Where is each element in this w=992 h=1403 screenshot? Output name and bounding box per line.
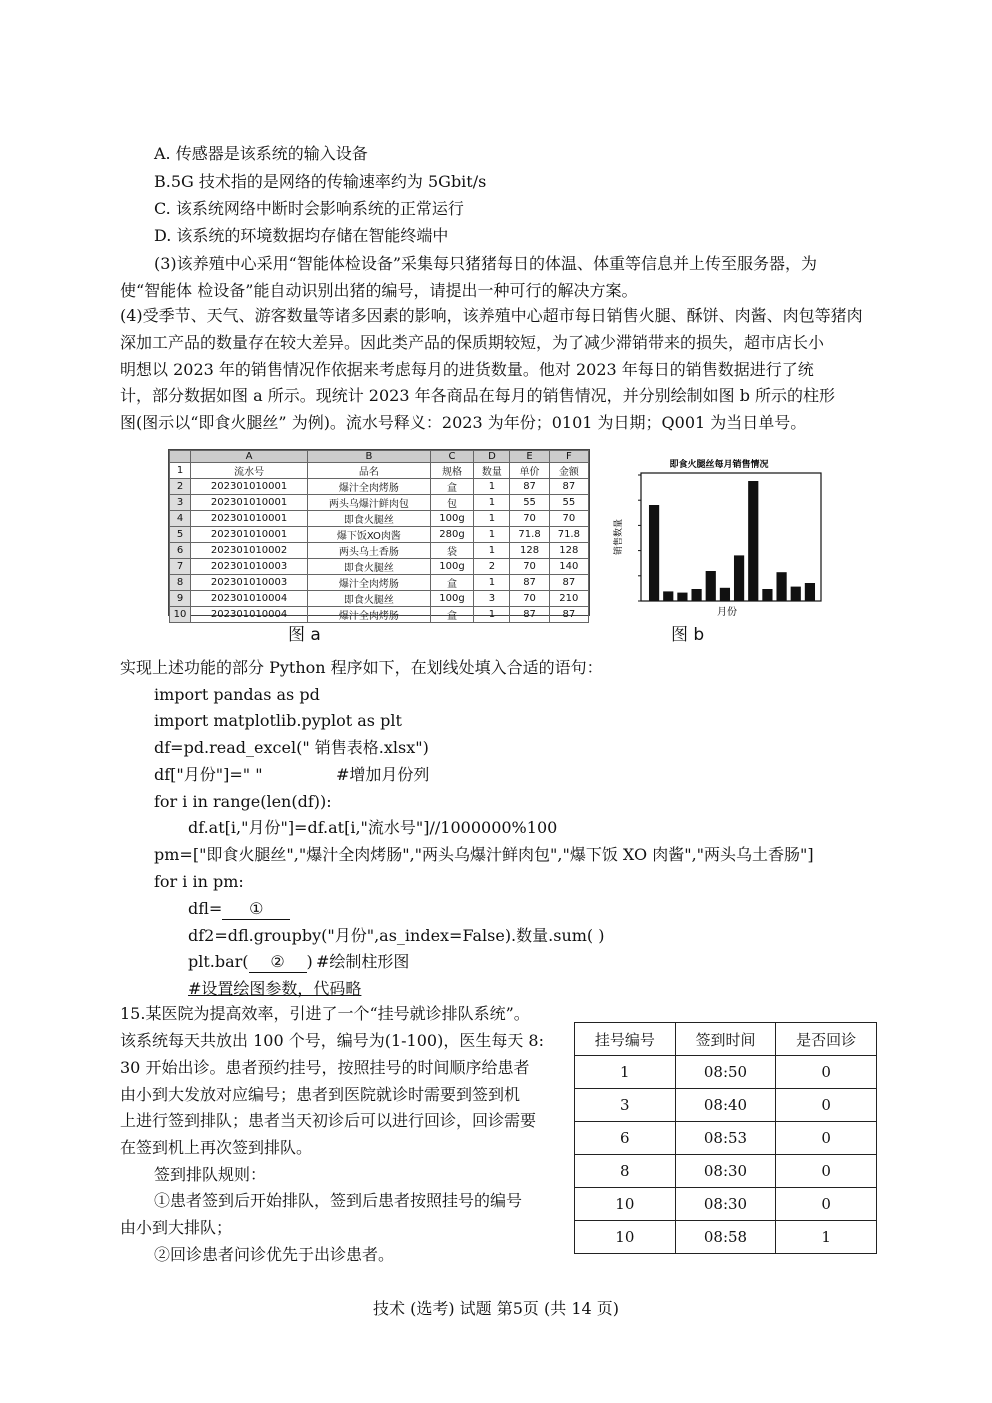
sheet-cell: 202301010001	[191, 511, 308, 527]
x-axis-label: 月份	[717, 607, 737, 618]
code-line: import matplotlib.pyplot as plt	[154, 711, 402, 730]
sheet-cell: 盒	[430, 607, 474, 623]
sheet-cell: 87	[510, 575, 549, 591]
row-number: 7	[170, 559, 191, 575]
reg-cell: 08:30	[675, 1155, 776, 1188]
spreadsheet-figure-a	[168, 449, 590, 622]
sheet-cell: 71.8	[549, 527, 588, 543]
sheet-cell: 100g	[430, 559, 474, 575]
sheet-cell: 两头乌爆汁鲜肉包	[308, 495, 430, 511]
bar-month-10	[776, 572, 786, 601]
row-number: 3	[170, 495, 191, 511]
q15-line: 30 开始出诊。患者预约挂号，按照挂号的时间顺序给患者	[120, 1058, 530, 1077]
col-letter: D	[474, 451, 510, 463]
sheet-row	[170, 559, 589, 575]
row-number: 4	[170, 511, 191, 527]
row-number: 2	[170, 479, 191, 495]
q4-line-3: 明想以 2023 年的销售情况作依据来考虑每月的进货数量。他对 2023 年每日的销售数据进行了统	[120, 360, 814, 379]
code-line: for i in range(len(df)):	[154, 792, 332, 811]
code-line: df=pd.read_excel(" 销售表格.xlsx")	[154, 738, 429, 757]
col-letter: A	[191, 451, 308, 463]
bar-month-1	[649, 505, 659, 601]
reg-cell: 0	[776, 1122, 877, 1155]
bar-month-5	[706, 571, 716, 601]
sheet-cell: 100g	[430, 591, 474, 607]
sheet-cell: 1	[474, 607, 510, 623]
reg-cell: 08:30	[675, 1188, 776, 1221]
header-cell: 数量	[474, 463, 510, 479]
reg-cell: 3	[575, 1089, 676, 1122]
row-number: 8	[170, 575, 191, 591]
reg-cell: 08:40	[675, 1089, 776, 1122]
reg-cell: 6	[575, 1122, 676, 1155]
sheet-cell: 87	[510, 607, 549, 623]
reg-row	[575, 1188, 877, 1221]
q15-line: 由小到大发放对应编号；患者到医院就诊时需要到签到机	[120, 1085, 521, 1104]
figure-a-caption: 图 a	[288, 625, 321, 645]
code-line-blank-1	[188, 899, 290, 920]
sheet-cell: 87	[549, 575, 588, 591]
code-comment: #增加月份列	[336, 765, 430, 784]
sheet-cell: 1	[474, 527, 510, 543]
code-comment: #绘制柱形图	[316, 952, 410, 971]
col-letter: E	[510, 451, 549, 463]
sheet-row	[170, 591, 589, 607]
reg-cell: 0	[776, 1056, 877, 1089]
sheet-cell: 包	[430, 495, 474, 511]
sheet-cell: 140	[549, 559, 588, 575]
row-number: 5	[170, 527, 191, 543]
sheet-cell: 即食火腿丝	[308, 511, 430, 527]
reg-row	[575, 1155, 877, 1188]
sheet-cell: 1	[474, 543, 510, 559]
q15-line: ①患者签到后开始排队，签到后患者按照挂号的编号	[154, 1191, 523, 1210]
bar-month-12	[805, 583, 815, 601]
reg-cell: 1	[575, 1056, 676, 1089]
reg-cell: 10	[575, 1188, 676, 1221]
code-text: dfl=	[188, 899, 223, 918]
sheet-cell: 128	[549, 543, 588, 559]
col-letter: F	[549, 451, 588, 463]
reg-row	[575, 1122, 877, 1155]
sheet-cell: 盒	[430, 479, 474, 495]
y-axis-label: 销售数量	[614, 518, 624, 556]
registration-table	[574, 1022, 877, 1254]
code-line: df.at[i,"月份"]=df.at[i,"流水号"]//1000000%100	[188, 818, 558, 837]
reg-row	[575, 1056, 877, 1089]
code-comment: #设置绘图参数，代码略	[188, 979, 362, 998]
sheet-cell: 1	[474, 511, 510, 527]
sheet-cell: 55	[549, 495, 588, 511]
q15-line: 15.某医院为提高效率，引进了一个“挂号就诊排队系统”。	[120, 1004, 530, 1023]
header-cell: 单价	[510, 463, 549, 479]
q15-line: 该系统每天共放出 100 个号，编号为(1-100)，医生每天 8:	[120, 1031, 544, 1050]
sheet-cell: 210	[549, 591, 588, 607]
registration-body	[575, 1056, 877, 1254]
plot-frame	[641, 473, 821, 601]
bar-month-6	[720, 588, 730, 601]
sheet-cell: 即食火腿丝	[308, 559, 430, 575]
sheet-row	[170, 511, 589, 527]
chart-title: 即食火腿丝每月销售情况	[669, 460, 769, 470]
sheet-cell: 1	[474, 479, 510, 495]
col-letter: B	[308, 451, 430, 463]
q15-line: 签到排队规则：	[154, 1165, 267, 1184]
spreadsheet-table	[169, 450, 589, 623]
sheet-cell: 202301010001	[191, 495, 308, 511]
code-intro: 实现上述功能的部分 Python 程序如下，在划线处填入合适的语句：	[120, 658, 603, 677]
option-d: D. 该系统的环境数据均存储在智能终端中	[154, 226, 449, 245]
reg-cell: 08:58	[675, 1221, 776, 1254]
sheet-cell: 87	[549, 607, 588, 623]
reg-cell: 0	[776, 1089, 877, 1122]
q4-line-2: 深加工产品的数量存在较大差异。因此类产品的保质期较短，为了减少滞销带来的损失，超市店长小	[120, 333, 825, 352]
sheet-row	[170, 607, 589, 623]
sheet-cell: 202301010003	[191, 575, 308, 591]
header-cell: 流水号	[191, 463, 308, 479]
bar-chart	[607, 455, 827, 630]
sheet-cell: 两头乌土香肠	[308, 543, 430, 559]
sheet-row	[170, 495, 589, 511]
code-line: df["月份"]=" "	[154, 765, 263, 784]
row-number: 6	[170, 543, 191, 559]
col-letter: C	[430, 451, 474, 463]
corner-cell	[170, 451, 191, 463]
code-text: plt.bar(	[188, 952, 249, 971]
chart-figure-b	[607, 455, 827, 630]
sheet-cell: 70	[510, 511, 549, 527]
sheet-cell: 87	[549, 479, 588, 495]
q15-line: 在签到机上再次签到排队。	[120, 1138, 313, 1157]
bar-month-3	[677, 593, 687, 601]
option-c: C. 该系统网络中断时会影响系统的正常运行	[154, 199, 464, 218]
figure-b-caption: 图 b	[671, 625, 705, 645]
sheet-cell: 爆汁全肉烤肠	[308, 575, 430, 591]
sheet-cell: 爆汁全肉烤肠	[308, 479, 430, 495]
sheet-cell: 202301010004	[191, 591, 308, 607]
sheet-cell: 71.8	[510, 527, 549, 543]
sheet-cell: 128	[510, 543, 549, 559]
code-line: pm=["即食火腿丝","爆汁全肉烤肠","两头乌爆汁鲜肉包","爆下饭 XO 肉酱","两头乌土香肠"]	[154, 845, 814, 864]
reg-cell: 10	[575, 1221, 676, 1254]
sheet-cell: 202301010003	[191, 559, 308, 575]
sheet-cell: 55	[510, 495, 549, 511]
reg-cell: 8	[575, 1155, 676, 1188]
code-line-blank-2	[188, 952, 313, 973]
header-cell: 金额	[549, 463, 588, 479]
sheet-cell: 70	[510, 591, 549, 607]
bar-month-9	[762, 589, 772, 601]
sheet-cell: 爆汁全肉烤肠	[308, 607, 430, 623]
page-footer: 技术 (选考) 试题 第5页 (共 14 页)	[372, 1299, 620, 1318]
reg-header: 签到时间	[675, 1023, 776, 1056]
sheet-cell: 202301010004	[191, 607, 308, 623]
blank-1[interactable]: ①	[222, 899, 290, 920]
code-text: )	[306, 952, 313, 971]
sheet-row	[170, 575, 589, 591]
bar-month-8	[748, 481, 758, 601]
q4-line-1: (4)受季节、天气、游客数量等诸多因素的影响，该养殖中心超市每日销售火腿、酥饼、肉酱、肉包等猪肉	[120, 306, 863, 325]
reg-row	[575, 1221, 877, 1254]
code-line: for i in pm:	[154, 872, 244, 891]
sheet-cell: 87	[510, 479, 549, 495]
reg-cell: 1	[776, 1221, 877, 1254]
q15-line: 上进行签到排队；患者当天初诊后可以进行回诊，回诊需要	[120, 1111, 537, 1130]
sheet-cell: 即食火腿丝	[308, 591, 430, 607]
spreadsheet-body	[170, 479, 589, 623]
sheet-cell: 100g	[430, 511, 474, 527]
header-cell: 品名	[308, 463, 430, 479]
option-a: A. 传感器是该系统的输入设备	[154, 144, 368, 163]
reg-header: 是否回诊	[776, 1023, 877, 1056]
reg-header: 挂号编号	[575, 1023, 676, 1056]
sheet-row	[170, 527, 589, 543]
sheet-cell: 202301010002	[191, 543, 308, 559]
option-b: B.5G 技术指的是网络的传输速率约为 5Gbit/s	[154, 172, 487, 191]
sheet-cell: 1	[474, 575, 510, 591]
sheet-cell: 1	[474, 495, 510, 511]
reg-cell: 08:50	[675, 1056, 776, 1089]
sheet-cell: 202301010001	[191, 479, 308, 495]
sheet-cell: 袋	[430, 543, 474, 559]
q15-line: 由小到大排队；	[120, 1218, 233, 1237]
blank-2[interactable]: ②	[249, 952, 307, 973]
row-number: 9	[170, 591, 191, 607]
q3-line-2: 使“智能体 检设备”能自动识别出猪的编号，请提出一种可行的解决方案。	[120, 281, 638, 300]
sheet-cell: 3	[474, 591, 510, 607]
sheet-cell: 70	[510, 559, 549, 575]
reg-row	[575, 1089, 877, 1122]
code-line: import pandas as pd	[154, 685, 320, 704]
row-number: 10	[170, 607, 191, 623]
sheet-cell: 202301010001	[191, 527, 308, 543]
q3-line-1: (3)该养殖中心采用“智能体检设备”采集每只猪猪每日的体温、体重等信息并上传至服务器，为	[154, 254, 818, 273]
reg-cell: 0	[776, 1188, 877, 1221]
sheet-row	[170, 479, 589, 495]
sheet-cell: 2	[474, 559, 510, 575]
bar-month-2	[663, 591, 673, 601]
q4-line-4: 计，部分数据如图 a 所示。现统计 2023 年各商品在每月的销售情况，并分别绘制如图 b 所示的柱形	[120, 386, 836, 405]
sheet-cell: 盒	[430, 575, 474, 591]
bar-month-11	[791, 587, 801, 601]
reg-cell: 08:53	[675, 1122, 776, 1155]
sheet-cell: 280g	[430, 527, 474, 543]
row-number: 1	[170, 463, 191, 479]
bar-month-4	[691, 589, 701, 601]
reg-cell: 0	[776, 1155, 877, 1188]
code-line: df2=dfl.groupby("月份",as_index=False).数量.sum( )	[188, 926, 605, 945]
q15-line: ②回诊患者问诊优先于出诊患者。	[154, 1245, 395, 1264]
sheet-row	[170, 543, 589, 559]
bar-month-7	[734, 555, 744, 601]
header-cell: 规格	[430, 463, 474, 479]
sheet-cell: 70	[549, 511, 588, 527]
sheet-cell: 爆下饭XO肉酱	[308, 527, 430, 543]
q4-line-5: 图(图示以“即食火腿丝” 为例)。流水号释义：2023 为年份；0101 为日期；Q001 为当日单号。	[120, 413, 807, 432]
